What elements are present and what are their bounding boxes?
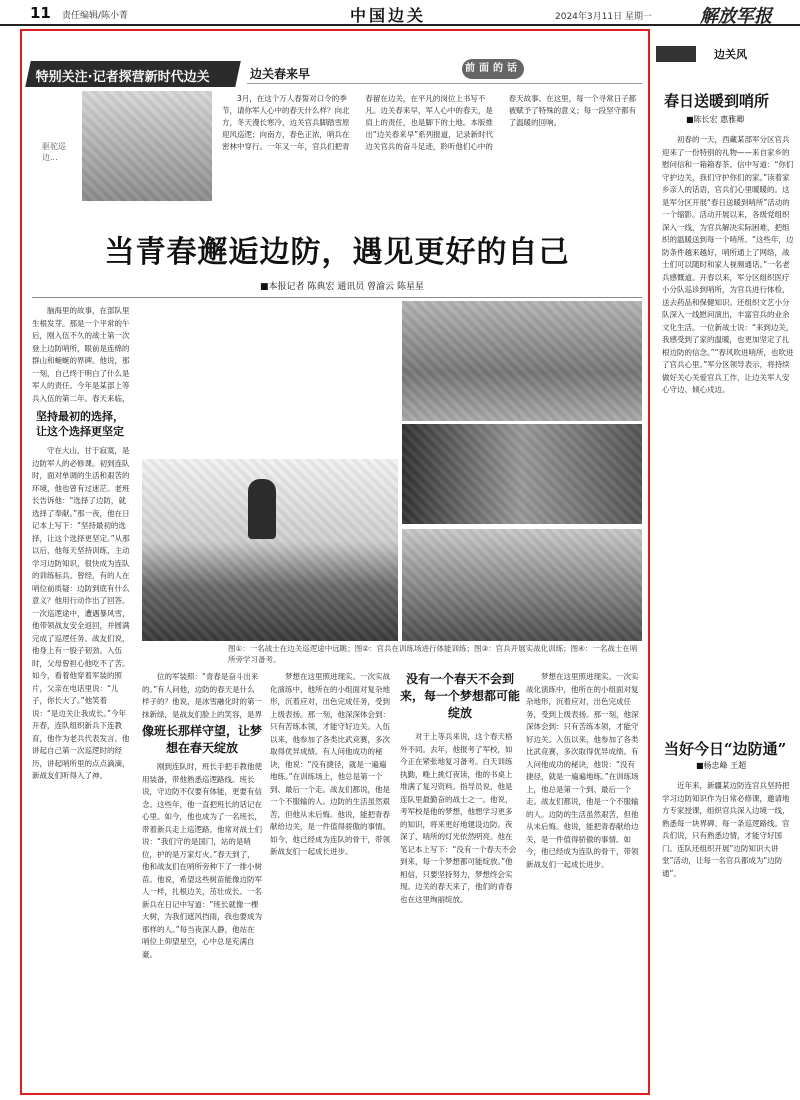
issue-date: 2024年3月11日 星期一 — [555, 12, 652, 22]
side-article-title: 春日送暖到哨所 — [664, 92, 770, 110]
article-paragraph: 对于上等兵来说，这个春天格外不同。去年，他报考了军校，如今正在紧张地复习备考。白天训练执勤，晚上挑灯夜读，他的书桌上堆满了复习资料。指导员说，他是连队里最勤奋的战士之一。他说，考军校是他的梦想，他想学习更多的知识，将来更好地建设边防。夜深了，哨所的灯光依然明亮。他在笔记本上写下：“没有一个春天不会到来，每一个梦想都可能绽放。”他相信，只要坚持努力，梦想终会实现。边关的春天来了，他们的青春也在这里绚丽绽放。 — [400, 732, 517, 904]
page-header — [0, 0, 800, 26]
photo-soldier-outdoor — [402, 529, 642, 641]
side-column — [656, 30, 800, 1100]
photo-field-training — [402, 301, 642, 421]
tag-marker — [656, 46, 696, 62]
article-paragraph: 脑海里的故事，在部队里生根发芽。那是一个平常的午后，刚入伍不久的战士第一次登上边防哨所，眼前是连绵的群山和蜿蜒的界碑。他说，那一刻，自己终于明白了什么是军人的责任。今年是某部上等兵入伍的第二年。春天来临， — [32, 306, 130, 403]
foreword-text: 3月，在这个万人春誓对口令的季节，请你军人心中的春天什么样？向北方，冬天漫长寒冷，边关官兵脚踏雪原迎风巡逻；向南方，春色正浓，哨兵在密林中穿行。一年又一年，官兵们把青春留在边关，在平凡的岗位上书写不凡。边关春来早，军人心中的春天，是肩上的责任，也是脚下的土地。本版推出“边关春来早”系列报道，记录新时代边关官兵的奋斗足迹，聆听他们心中的春天故事。在这里，每一个寻常日子都被赋予了特殊的意义；每一段坚守都有了温暖的回响。 — [222, 94, 637, 151]
top-photo-caption: 驱驼巡边... — [42, 142, 66, 162]
feature-banner: 特别关注·记者探营新时代边关 — [25, 61, 241, 87]
side-article-title-2: 当好今日“边防通” — [664, 740, 787, 758]
side-tag-label: 边关风 — [714, 48, 747, 61]
article-headline: 当青春邂逅边防，遇见更好的自己 — [104, 235, 570, 270]
article-paragraph: 刚到连队时，班长手把手教他使用装备，带他熟悉巡逻路线。班长说，守边防不仅要有体能，更要有信念。这些年，他一直把班长的话记在心里。如今，他也成为了一名班长，带着新兵走上巡逻路。他常对战士们说：“我们守的是国门，站的是哨位，护的是万家灯火。”春天到了，他和战友们在哨所旁种下了一排小树苗。他说，希望这些树苗能像边防军人一样，扎根边关，茁壮成长。一名新兵在日记中写道：“班长就像一棵大树，为我们遮风挡雨，我也要成为那样的人。”每当夜深人静，他站在哨位上仰望星空，心中总是充满自豪。 — [142, 762, 262, 959]
newspaper-logo: 解放军报 — [700, 6, 772, 27]
article-byline: ■本报记者 陈典宏 通讯员 曾渝云 陈星星 — [260, 282, 424, 292]
photo-soldier-lookout — [142, 459, 398, 641]
section-subhead: 坚持最初的选择，让这个选择更坚定 — [36, 410, 124, 438]
divider — [247, 83, 642, 84]
article-paragraph: 梦想在这里照进现实。一次实战化演练中，他所在的小组面对复杂地形，沉着应对，出色完成任务，受到上级表扬。那一刻，他深深体会到：只有苦练本领，才能守好边关。入伍以来，他参加了各类比武竞赛，多次取得优异成绩。有人问他成功的秘诀，他说：“没有捷径，就是一遍遍地练。”在训练场上，他总是第一个到、最后一个走。战友们都说，他是一个不服输的人。边防的生活虽然艰苦，但他从未后悔。他说，能把青春献给边关，是一件值得骄傲的事情。如今，他已经成为连队的骨干，带领新战友们一起成长进步。 — [270, 672, 390, 856]
side-article-text-2: 近年来，新疆某边防连官兵坚持把学习边防知识作为日常必修课，邀请地方专家授课，组织官兵深入边境一线，熟悉每一块界碑、每一条巡逻路线。官兵们说，只有熟悉边情，才能守好国门。连队还组织开展“边防知识大讲堂”活动，让每一名官兵都成为“边防通”。 — [662, 781, 790, 878]
side-tag — [656, 44, 800, 64]
soldier-figure — [248, 479, 276, 539]
foreword-tag: 前面的话 — [462, 59, 524, 79]
side-article-byline: ■陈长宏 惠雅卿 — [686, 115, 745, 124]
editor-credit: 责任编辑/陈小菁 — [62, 11, 129, 21]
section-subhead: 像班长那样守望，让梦想在春天绽放 — [142, 724, 263, 755]
article-paragraph: 梦想在这里照进现实。一次实战化演练中，他所在的小组面对复杂地形，沉着应对，出色完成任务，受到上级表扬。那一刻，他深深体会到：只有苦练本领，才能守好边关。入伍以来，他参加了各类比武竞赛，多次取得优异成绩。有人问他成功的秘诀，他说：“没有捷径，就是一遍遍地练。”在训练场上，他总是第一个到、最后一个走。战友们都说，他是一个不服输的人。边防的生活虽然艰苦，但他从未后悔。他说，能把青春献给边关，是一件值得骄傲的事情。如今，他已经成为连队的骨干，带领新战友们一起成长进步。 — [526, 672, 639, 869]
divider — [32, 297, 642, 298]
photo-caption: 图①：一名战士在边关巡逻途中远眺；图②：官兵在训练场进行体能训练；图③：官兵开展实战化训练；图④：一名战士在哨所旁学习备考。 — [228, 644, 638, 664]
photo-gym-training — [402, 424, 642, 524]
article-paragraph: 守在大山，甘于寂寞，是边防军人的必修课。初到连队时，面对单调的生活和艰苦的环境，他也曾有过迷茫。老班长告诉他：“选择了边防，就选择了奉献。”那一夜，他在日记本上写下：“坚持最初的选择，让这个选择更坚定。”从那以后，他每天坚持训练，主动学习边防知识，很快成为连队的训练标兵。曾经，有的人在哨位前质疑：边防到底有什么意义？他用行动作出了回答。一次巡逻途中，遭遇暴风雪，他带领战友安全返回，并圆满完成了巡逻任务。战友们说，他身上有一股子韧劲。入伍时，父母曾担心他吃不了苦。如今，看着他穿着军装的照片，父亲在电话里说：“儿子，你长大了。”他笑着说：“是边关让我成长。”今年开春，连队组织新兵下连教育，他作为老兵代表发言。他讲起自己第一次巡逻时的经历，讲起哨所里的点点滴滴，新战友们听得入了神。 — [32, 446, 130, 780]
page-section-title: 中国边关 — [350, 6, 427, 25]
page-number: 11 — [30, 4, 51, 22]
side-article-text: 初春的一天，西藏某部军分区官兵迎来了一份特别的礼物——来自家乡的慰问信和一箱箱春茶。信中写道：“你们守护边关，我们守护你们的家。”读着家乡亲人的话语，官兵们心里暖暖的。这是军分区开展“春日送暖到哨所”活动的一个缩影。活动开展以来，各级党组织深入一线，为官兵解决实际困难，把组织的温暖送到每一个哨所。“这些年，边防条件越来越好，哨所通上了网络，战士们可以随时和家人视频通话。”一名老兵感慨道。开春以来，军分区组织医疗小分队巡诊到哨所，为官兵进行体检，送去药品和保健知识。还组织文艺小分队深入一线慰问演出，丰富官兵的业余文化生活。一位新战士说：“来到边关，我感受到了家的温暖，也更加坚定了扎根边防的信念。”“春风吹进哨所，也吹进了官兵心里。”军分区领导表示，将持续做好关心关爱官兵工作，让边关军人安心守边、倾心戍边。 — [662, 135, 794, 394]
article-paragraph: 位的军装照：“青春是奋斗出来的。”有人问他，边防的春天是什么样子的？他说，是冰雪融化时的第一抹新绿，是战友们脸上的笑容，是界 — [142, 672, 262, 719]
series-subtitle: 边关春来早 — [250, 67, 311, 81]
main-article-frame — [20, 29, 650, 1095]
side-article-byline-2: ■杨忠峰 王超 — [696, 761, 747, 770]
top-photo — [82, 91, 212, 201]
section-subhead: 没有一个春天不会到来，每一个梦想都可能绽放 — [400, 672, 521, 720]
